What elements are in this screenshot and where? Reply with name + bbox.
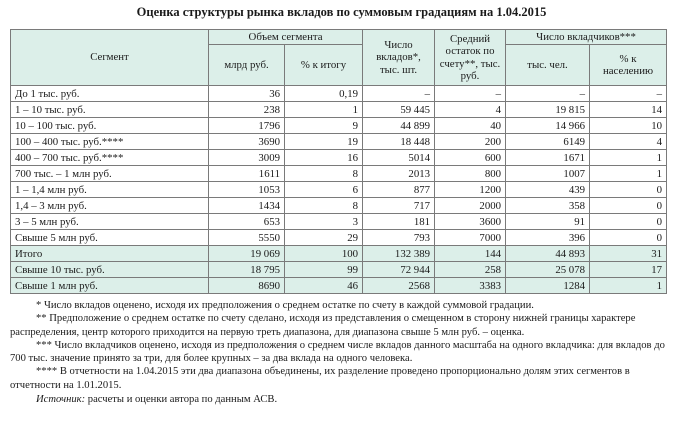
cell-dep: 19 815 xyxy=(506,102,590,118)
table-row xyxy=(11,246,667,262)
cell-pct: 8 xyxy=(285,198,363,214)
cell-cnt: 793 xyxy=(363,230,435,246)
footnote-2: ** Предположение о среднем остатке по счету сделано, исходя из представления о смещенном в сторону нижней границы характере распределения, центр которого приходится на первую треть диапазона, для диапазона свыше 5 млн руб. – оценка. xyxy=(10,313,636,338)
cell-vol: 18 795 xyxy=(209,262,285,278)
source-label: Источник: xyxy=(36,394,86,406)
cell-segment: Свыше 10 тыс. руб. xyxy=(11,262,209,278)
cell-segment: 100 – 400 тыс. руб.**** xyxy=(11,134,209,150)
footnotes xyxy=(10,299,666,406)
cell-cnt: 59 445 xyxy=(363,102,435,118)
cell-cnt: 5014 xyxy=(363,150,435,166)
table-row xyxy=(11,278,667,294)
cell-segment: 1,4 – 3 млн руб. xyxy=(11,198,209,214)
cell-dep_pct: 14 xyxy=(590,102,667,118)
header-depositors-pct: % к населению xyxy=(590,45,667,86)
cell-segment: 10 – 100 тыс. руб. xyxy=(11,118,209,134)
cell-avg: 144 xyxy=(435,246,506,262)
footnote-4: **** В отчетности на 1.04.2015 эти два диапазона объединены, их разделение проведено пропорционально долям этих сегментов в отчетности на 1.01.2015. xyxy=(10,366,630,391)
header-segment: Сегмент xyxy=(11,30,209,86)
cell-vol: 36 xyxy=(209,86,285,102)
cell-avg: 7000 xyxy=(435,230,506,246)
cell-dep_pct: 10 xyxy=(590,118,667,134)
table-row xyxy=(11,182,667,198)
cell-pct: 100 xyxy=(285,246,363,262)
cell-dep: 14 966 xyxy=(506,118,590,134)
cell-cnt: – xyxy=(363,86,435,102)
cell-avg: 258 xyxy=(435,262,506,278)
cell-pct: 3 xyxy=(285,214,363,230)
cell-dep: – xyxy=(506,86,590,102)
cell-dep_pct: 17 xyxy=(590,262,667,278)
cell-vol: 238 xyxy=(209,102,285,118)
cell-segment: Итого xyxy=(11,246,209,262)
cell-dep_pct: 0 xyxy=(590,198,667,214)
table-row xyxy=(11,198,667,214)
cell-cnt: 44 899 xyxy=(363,118,435,134)
cell-dep_pct: 1 xyxy=(590,166,667,182)
cell-segment: 1 – 10 тыс. руб. xyxy=(11,102,209,118)
cell-avg: 200 xyxy=(435,134,506,150)
cell-pct: 46 xyxy=(285,278,363,294)
cell-vol: 3009 xyxy=(209,150,285,166)
cell-dep: 1007 xyxy=(506,166,590,182)
header-volume: Объем сегмента xyxy=(209,30,363,45)
cell-pct: 19 xyxy=(285,134,363,150)
source-line xyxy=(10,393,666,406)
footnote-1: * Число вкладов оценено, исходя их предположения о среднем остатке по счету в каждой суммовой градации. xyxy=(36,300,534,311)
cell-cnt: 72 944 xyxy=(363,262,435,278)
cell-avg: 600 xyxy=(435,150,506,166)
footnote-3: *** Число вкладчиков оценено, исходя из предположения о среднем числе вкладов данного масштаба на одного вкладчика: для вкладов до 700 тыс. значение принято за три, для более крупных – за два вклада на одного человека. xyxy=(10,339,665,365)
table-row xyxy=(11,166,667,182)
cell-dep: 6149 xyxy=(506,134,590,150)
table-row xyxy=(11,134,667,150)
cell-dep_pct: 4 xyxy=(590,134,667,150)
source-text: расчеты и оценки автора по данным АСВ. xyxy=(85,394,278,406)
cell-pct: 16 xyxy=(285,150,363,166)
cell-dep: 358 xyxy=(506,198,590,214)
cell-segment: 700 тыс. – 1 млн руб. xyxy=(11,166,209,182)
cell-segment: Свыше 1 млн руб. xyxy=(11,278,209,294)
cell-avg: 4 xyxy=(435,102,506,118)
header-deposits-count: Число вкладов*, тыс. шт. xyxy=(363,30,435,86)
table-row xyxy=(11,118,667,134)
cell-avg: – xyxy=(435,86,506,102)
table-row xyxy=(11,262,667,278)
cell-pct: 29 xyxy=(285,230,363,246)
cell-cnt: 18 448 xyxy=(363,134,435,150)
cell-dep_pct: 0 xyxy=(590,182,667,198)
cell-avg: 1200 xyxy=(435,182,506,198)
cell-vol: 1053 xyxy=(209,182,285,198)
cell-dep: 1671 xyxy=(506,150,590,166)
cell-cnt: 2013 xyxy=(363,166,435,182)
cell-cnt: 132 389 xyxy=(363,246,435,262)
cell-avg: 3600 xyxy=(435,214,506,230)
cell-cnt: 2568 xyxy=(363,278,435,294)
header-depositors: Число вкладчиков*** xyxy=(506,30,667,45)
header-volume-pct: % к итогу xyxy=(285,45,363,86)
cell-vol: 5550 xyxy=(209,230,285,246)
cell-pct: 6 xyxy=(285,182,363,198)
deposit-structure-table xyxy=(10,29,667,294)
cell-vol: 653 xyxy=(209,214,285,230)
cell-avg: 800 xyxy=(435,166,506,182)
header-volume-rub: млрд руб. xyxy=(209,45,285,86)
cell-cnt: 181 xyxy=(363,214,435,230)
table-row xyxy=(11,102,667,118)
table-row xyxy=(11,214,667,230)
cell-dep_pct: 1 xyxy=(590,150,667,166)
cell-pct: 0,19 xyxy=(285,86,363,102)
cell-segment: 1 – 1,4 млн руб. xyxy=(11,182,209,198)
cell-pct: 8 xyxy=(285,166,363,182)
cell-vol: 1434 xyxy=(209,198,285,214)
cell-dep: 1284 xyxy=(506,278,590,294)
table-row xyxy=(11,150,667,166)
cell-avg: 3383 xyxy=(435,278,506,294)
cell-dep_pct: 0 xyxy=(590,230,667,246)
cell-avg: 2000 xyxy=(435,198,506,214)
cell-dep: 44 893 xyxy=(506,246,590,262)
cell-vol: 19 069 xyxy=(209,246,285,262)
header-depositors-k: тыс. чел. xyxy=(506,45,590,86)
cell-dep: 439 xyxy=(506,182,590,198)
cell-pct: 1 xyxy=(285,102,363,118)
table-row xyxy=(11,230,667,246)
cell-segment: 3 – 5 млн руб. xyxy=(11,214,209,230)
cell-dep: 25 078 xyxy=(506,262,590,278)
cell-dep_pct: – xyxy=(590,86,667,102)
cell-vol: 3690 xyxy=(209,134,285,150)
cell-pct: 99 xyxy=(285,262,363,278)
header-avg-balance: Средний остаток по счету**, тыс. руб. xyxy=(435,30,506,86)
cell-dep: 396 xyxy=(506,230,590,246)
cell-vol: 1796 xyxy=(209,118,285,134)
cell-segment: 400 – 700 тыс. руб.**** xyxy=(11,150,209,166)
table-title: Оценка структуры рынка вкладов по суммовым градациям на 1.04.2015 xyxy=(136,5,547,19)
cell-cnt: 717 xyxy=(363,198,435,214)
cell-vol: 1611 xyxy=(209,166,285,182)
cell-avg: 40 xyxy=(435,118,506,134)
cell-segment: До 1 тыс. руб. xyxy=(11,86,209,102)
cell-segment: Свыше 5 млн руб. xyxy=(11,230,209,246)
cell-dep_pct: 0 xyxy=(590,214,667,230)
table-row xyxy=(11,86,667,102)
cell-dep_pct: 1 xyxy=(590,278,667,294)
cell-dep: 91 xyxy=(506,214,590,230)
cell-cnt: 877 xyxy=(363,182,435,198)
cell-dep_pct: 31 xyxy=(590,246,667,262)
cell-vol: 8690 xyxy=(209,278,285,294)
cell-pct: 9 xyxy=(285,118,363,134)
